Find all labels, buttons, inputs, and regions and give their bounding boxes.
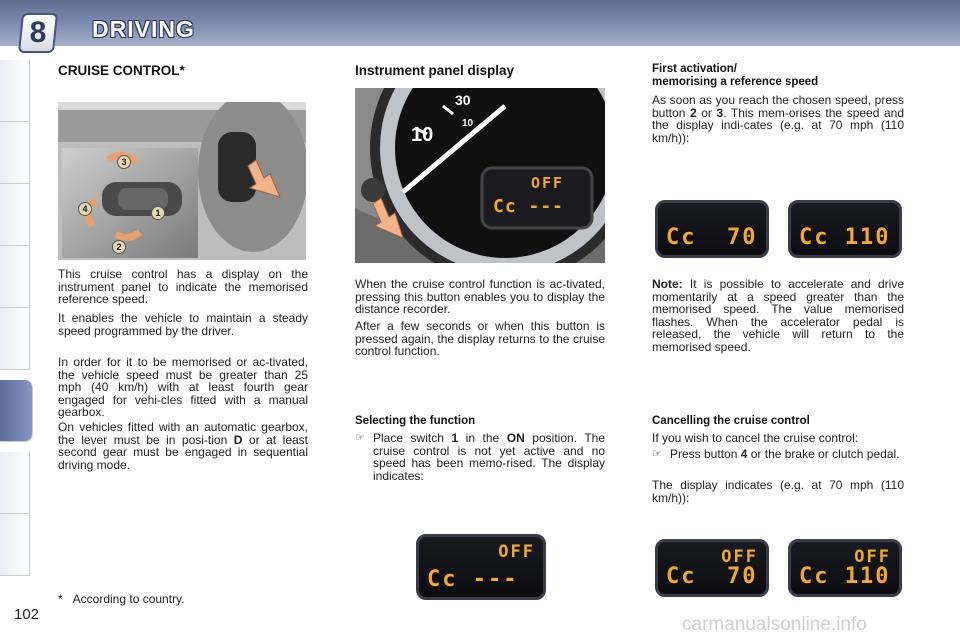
chapter-tab[interactable] — [0, 452, 30, 514]
bold-run: 4 — [740, 447, 748, 461]
chapter-tab[interactable] — [0, 308, 30, 370]
section-title-cruise-control: CRUISE CONTROL* — [58, 63, 185, 78]
text-run: or — [696, 105, 717, 120]
bold-run: 2 — [689, 105, 697, 120]
paragraph: This cruise control has a display on the instrument panel to indicate the memorised reference speed. — [58, 267, 308, 307]
callout-3: 3 — [117, 155, 131, 169]
bold-run: D — [233, 432, 243, 447]
paragraph: When the cruise control function is ac-tivated, pressing this button enables you to display the distance recorder. — [355, 277, 605, 317]
text-run: . This mem-orises the speed and the display indi-cates (e.g. at 70 mph (110 km/h)): — [652, 105, 904, 145]
watermark: carmanualsonline.info — [682, 614, 867, 635]
dial-display-top: OFF — [531, 174, 565, 192]
text-run: position. The cruise control is not yet active and no speed has been memo-rised. The display indicates: — [373, 431, 605, 483]
footnote-mark: * — [58, 592, 63, 606]
text-run: in the — [458, 431, 507, 445]
paragraph: If you wish to cancel the cruise control: — [652, 431, 859, 445]
footnote-text: According to country. — [72, 592, 185, 606]
lcd-bottom-text: Cc 110 — [799, 564, 891, 589]
lcd-display-cancelled-kmh — [788, 539, 902, 597]
text-run: Press button — [670, 447, 741, 461]
chapter-tab-active[interactable] — [0, 380, 33, 442]
bold-run: 3 — [716, 105, 724, 120]
lcd-display-cancelled-mph — [655, 539, 769, 597]
chapter-tab[interactable] — [0, 122, 30, 184]
bullet-text — [652, 448, 904, 461]
bold-run: ON — [506, 431, 525, 445]
section-title-instrument-panel: Instrument panel display — [355, 63, 515, 78]
cruise-control-stalk-photo — [58, 102, 306, 260]
text-run: It is possible to accelerate and drive momentarily at a speed greater than the memorised speed. The value memorised flashes. When the accelerator pedal is released, the vehicle will return to the memorised speed. — [652, 277, 904, 354]
callout-1: 1 — [151, 206, 165, 220]
lcd-top-text: OFF — [854, 547, 891, 567]
chapter-tab[interactable] — [0, 184, 30, 246]
callout-4: 4 — [78, 202, 92, 216]
footnote — [58, 592, 185, 606]
dial-label: 10 — [411, 124, 434, 146]
paragraph: After a few seconds or when this button is pressed again, the display returns to the cruise control function. — [355, 319, 605, 359]
chapter-tab[interactable] — [0, 514, 30, 576]
instrument-panel-photo — [355, 88, 605, 263]
lcd-bottom-text: Cc --- — [427, 567, 519, 592]
text-run: On vehicles fitted with an automatic gearbox, the lever must be in posi-tion — [58, 420, 308, 447]
pointing-hand-icon: ☞ — [652, 448, 662, 460]
bullet-text — [355, 432, 605, 482]
chapter-tab[interactable] — [0, 246, 30, 308]
stalk-illustration — [58, 102, 306, 260]
subheading-cancelling: Cancelling the cruise control — [652, 415, 810, 427]
text-run: memorising a reference speed — [652, 76, 819, 88]
chapter-title: DRIVING — [92, 16, 195, 42]
bullet-cancelling — [652, 448, 904, 461]
bullet-selecting — [355, 432, 605, 482]
paragraph: In order for it to be memorised or ac-tivated, the vehicle speed must be greater than 25 mph (40 km/h) with at least fourth gear engaged for vehi-cles fitted with a manual gearbox. — [58, 355, 308, 420]
lcd-top-text: OFF — [721, 547, 758, 567]
pointing-hand-icon: ☞ — [355, 432, 365, 444]
chapter-tab[interactable] — [0, 60, 30, 122]
lcd-display-memorised-mph — [655, 200, 769, 258]
lcd-top-text: OFF — [498, 542, 535, 562]
text-run: As soon as you reach the chosen speed, press button — [652, 93, 904, 120]
paragraph-automatic-gearbox — [58, 421, 308, 471]
paragraph: The display indicates (e.g. at 70 mph (110 km/h)): — [652, 478, 904, 505]
text-run: or the brake or clutch pedal. — [747, 447, 900, 461]
paragraph-note — [652, 278, 904, 354]
dial-label: 30 — [455, 92, 471, 108]
bold-run: 1 — [451, 431, 459, 445]
paragraph: It enables the vehicle to maintain a steady speed programmed by the driver. — [58, 311, 308, 338]
lcd-display-memorised-kmh — [788, 200, 902, 258]
subheading-first-activation — [652, 63, 818, 89]
dial-illustration — [355, 88, 605, 263]
note-label: Note: — [652, 277, 683, 291]
lcd-display-selecting — [416, 534, 546, 600]
subheading-selecting-function: Selecting the function — [355, 415, 476, 427]
lcd-bottom-text: Cc 70 — [666, 225, 758, 250]
callout-2: 2 — [112, 240, 126, 254]
lcd-bottom-text: Cc 110 — [799, 225, 891, 250]
text-run: Place switch — [373, 431, 452, 445]
text-run: or at least second gear must be engaged in sequential driving mode. — [58, 432, 308, 472]
page-number: 102 — [14, 606, 40, 623]
chapter-number: 8 — [29, 16, 47, 49]
dial-label: 10 — [462, 118, 474, 129]
text-run: First activation/ — [652, 63, 737, 75]
lcd-bottom-text: Cc 70 — [666, 564, 758, 589]
paragraph-first-activation — [652, 94, 904, 144]
chapter-tabs — [0, 60, 30, 580]
dial-display-bottom: Cc --- — [493, 196, 565, 217]
